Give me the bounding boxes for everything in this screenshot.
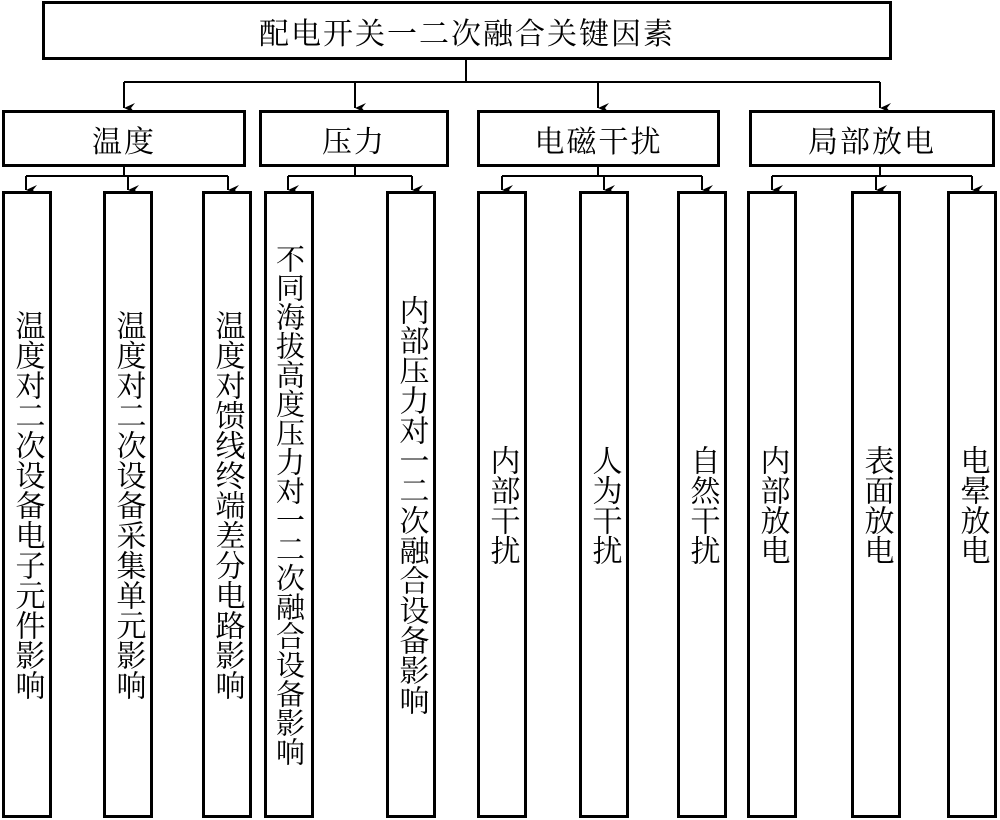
leaf-temp-acquisition [103,191,153,818]
leaf-label: 表面放电 [858,444,894,565]
leaf-label: 内部压力对一二次融合设备影响 [393,294,429,715]
leaf-emi-natural [677,191,727,818]
leaf-label: 温度对馈线终端差分电路影响 [209,309,245,700]
leaf-label: 电晕放电 [954,444,990,565]
leaf-pressure-internal [386,191,436,818]
leaf-temp-electronic [2,191,52,818]
root-node: 配电开关一二次融合关键因素 [42,1,892,60]
leaf-emi-internal [477,191,527,818]
leaf-label: 自然干扰 [684,444,720,565]
leaf-label: 内部干扰 [484,444,520,565]
leaf-label: 内部放电 [754,444,790,565]
leaf-discharge-corona [947,191,997,818]
category-emi: 电磁干扰 [477,110,720,167]
leaf-pressure-altitude [264,191,314,818]
category-partial-discharge: 局部放电 [749,110,995,167]
leaf-discharge-internal [747,191,797,818]
leaf-label: 温度对二次设备采集单元影响 [110,309,146,700]
leaf-label: 不同海拔高度压力对一二次融合设备影响 [272,243,306,766]
leaf-label: 温度对二次设备电子元件影响 [9,309,45,700]
category-pressure: 压力 [259,110,449,167]
leaf-emi-human [579,191,629,818]
category-temperature: 温度 [2,110,246,167]
leaf-discharge-surface [851,191,901,818]
leaf-label: 人为干扰 [586,444,622,565]
leaf-temp-feeder [202,191,252,818]
